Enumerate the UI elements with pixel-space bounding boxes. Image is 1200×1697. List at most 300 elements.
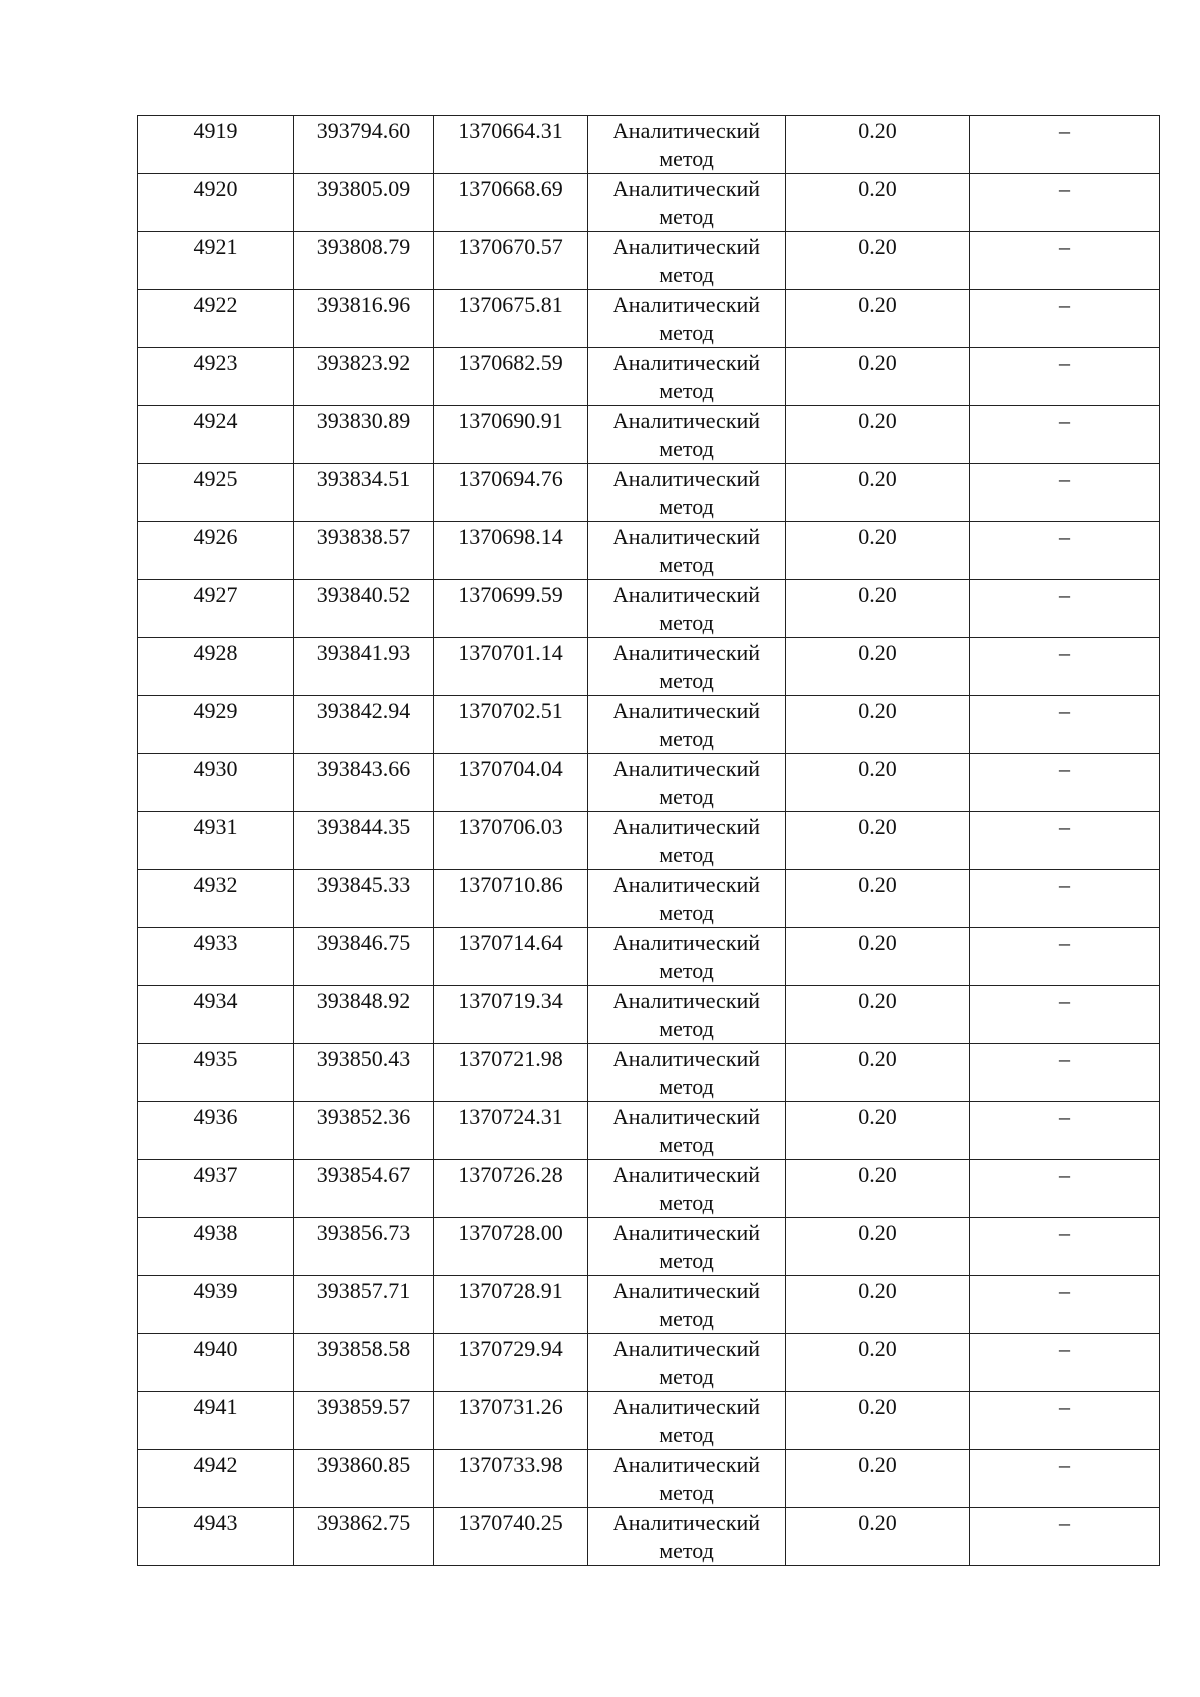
error-cell-text: 0.20 bbox=[858, 408, 897, 433]
table-row bbox=[138, 580, 1160, 638]
method-cell-text: Аналитический метод bbox=[612, 234, 761, 287]
note-cell-text: – bbox=[1059, 1510, 1070, 1535]
error-cell-text: 0.20 bbox=[858, 1278, 897, 1303]
y-coordinate-cell-text: 1370682.59 bbox=[458, 350, 563, 375]
x-coordinate-cell bbox=[294, 638, 434, 696]
y-coordinate-cell bbox=[434, 1392, 588, 1450]
note-cell bbox=[970, 696, 1160, 754]
y-coordinate-cell bbox=[434, 232, 588, 290]
method-cell-text: Аналитический метод bbox=[612, 350, 761, 403]
x-coordinate-cell-text: 393862.75 bbox=[316, 1510, 411, 1535]
error-cell bbox=[786, 1218, 970, 1276]
point-number-cell-text: 4940 bbox=[193, 1336, 238, 1361]
point-number-cell bbox=[138, 870, 294, 928]
x-coordinate-cell-text: 393830.89 bbox=[316, 408, 411, 433]
x-coordinate-cell bbox=[294, 1044, 434, 1102]
table-row bbox=[138, 1044, 1160, 1102]
x-coordinate-cell-text: 393858.58 bbox=[316, 1336, 411, 1361]
note-cell-text: – bbox=[1059, 930, 1070, 955]
y-coordinate-cell-text: 1370728.91 bbox=[458, 1278, 563, 1303]
method-cell bbox=[588, 754, 786, 812]
y-coordinate-cell bbox=[434, 870, 588, 928]
point-number-cell-text: 4922 bbox=[193, 292, 238, 317]
point-number-cell bbox=[138, 1450, 294, 1508]
error-cell-text: 0.20 bbox=[858, 1394, 897, 1419]
x-coordinate-cell-text: 393852.36 bbox=[316, 1104, 411, 1129]
point-number-cell bbox=[138, 638, 294, 696]
error-cell bbox=[786, 870, 970, 928]
point-number-cell bbox=[138, 1218, 294, 1276]
y-coordinate-cell-text: 1370706.03 bbox=[458, 814, 563, 839]
y-coordinate-cell-text: 1370733.98 bbox=[458, 1452, 563, 1477]
point-number-cell bbox=[138, 464, 294, 522]
point-number-cell bbox=[138, 986, 294, 1044]
method-cell bbox=[588, 1102, 786, 1160]
note-cell bbox=[970, 928, 1160, 986]
method-cell bbox=[588, 812, 786, 870]
point-number-cell bbox=[138, 348, 294, 406]
note-cell bbox=[970, 1276, 1160, 1334]
method-cell bbox=[588, 1450, 786, 1508]
note-cell bbox=[970, 406, 1160, 464]
x-coordinate-cell-text: 393856.73 bbox=[316, 1220, 411, 1245]
note-cell-text: – bbox=[1059, 1278, 1070, 1303]
point-number-cell-text: 4919 bbox=[193, 118, 238, 143]
error-cell-text: 0.20 bbox=[858, 872, 897, 897]
x-coordinate-cell bbox=[294, 290, 434, 348]
method-cell-text: Аналитический метод bbox=[612, 1394, 761, 1447]
error-cell-text: 0.20 bbox=[858, 1220, 897, 1245]
point-number-cell-text: 4929 bbox=[193, 698, 238, 723]
x-coordinate-cell-text: 393840.52 bbox=[316, 582, 411, 607]
y-coordinate-cell bbox=[434, 1508, 588, 1566]
note-cell bbox=[970, 1392, 1160, 1450]
y-coordinate-cell bbox=[434, 464, 588, 522]
note-cell-text: – bbox=[1059, 1336, 1070, 1361]
point-number-cell-text: 4932 bbox=[193, 872, 238, 897]
point-number-cell bbox=[138, 406, 294, 464]
point-number-cell bbox=[138, 1334, 294, 1392]
point-number-cell bbox=[138, 290, 294, 348]
method-cell bbox=[588, 1276, 786, 1334]
method-cell-text: Аналитический метод bbox=[612, 292, 761, 345]
table-row bbox=[138, 1392, 1160, 1450]
y-coordinate-cell-text: 1370704.04 bbox=[458, 756, 563, 781]
y-coordinate-cell-text: 1370719.34 bbox=[458, 988, 563, 1013]
error-cell bbox=[786, 1276, 970, 1334]
method-cell bbox=[588, 464, 786, 522]
point-number-cell-text: 4930 bbox=[193, 756, 238, 781]
x-coordinate-cell bbox=[294, 1508, 434, 1566]
note-cell bbox=[970, 116, 1160, 174]
note-cell-text: – bbox=[1059, 698, 1070, 723]
y-coordinate-cell-text: 1370726.28 bbox=[458, 1162, 563, 1187]
note-cell-text: – bbox=[1059, 1452, 1070, 1477]
table-row bbox=[138, 638, 1160, 696]
error-cell bbox=[786, 986, 970, 1044]
y-coordinate-cell bbox=[434, 1044, 588, 1102]
point-number-cell-text: 4927 bbox=[193, 582, 238, 607]
point-number-cell bbox=[138, 754, 294, 812]
x-coordinate-cell bbox=[294, 1276, 434, 1334]
table-row bbox=[138, 1276, 1160, 1334]
method-cell bbox=[588, 348, 786, 406]
x-coordinate-cell-text: 393805.09 bbox=[316, 176, 411, 201]
note-cell-text: – bbox=[1059, 524, 1070, 549]
table-row bbox=[138, 290, 1160, 348]
point-number-cell-text: 4936 bbox=[193, 1104, 238, 1129]
error-cell-text: 0.20 bbox=[858, 466, 897, 491]
point-number-cell bbox=[138, 1102, 294, 1160]
error-cell bbox=[786, 116, 970, 174]
y-coordinate-cell-text: 1370702.51 bbox=[458, 698, 563, 723]
note-cell-text: – bbox=[1059, 872, 1070, 897]
error-cell-text: 0.20 bbox=[858, 988, 897, 1013]
error-cell bbox=[786, 348, 970, 406]
point-number-cell-text: 4926 bbox=[193, 524, 238, 549]
method-cell-text: Аналитический метод bbox=[612, 118, 761, 171]
coordinates-table bbox=[137, 115, 1160, 1566]
x-coordinate-cell-text: 393845.33 bbox=[316, 872, 411, 897]
y-coordinate-cell-text: 1370694.76 bbox=[458, 466, 563, 491]
y-coordinate-cell-text: 1370699.59 bbox=[458, 582, 563, 607]
point-number-cell bbox=[138, 1276, 294, 1334]
table-row bbox=[138, 1334, 1160, 1392]
y-coordinate-cell bbox=[434, 1160, 588, 1218]
table-row bbox=[138, 928, 1160, 986]
point-number-cell-text: 4920 bbox=[193, 176, 238, 201]
table-row bbox=[138, 232, 1160, 290]
error-cell bbox=[786, 928, 970, 986]
note-cell-text: – bbox=[1059, 640, 1070, 665]
table-row bbox=[138, 1508, 1160, 1566]
error-cell bbox=[786, 232, 970, 290]
y-coordinate-cell-text: 1370675.81 bbox=[458, 292, 563, 317]
error-cell bbox=[786, 1450, 970, 1508]
note-cell bbox=[970, 580, 1160, 638]
point-number-cell-text: 4925 bbox=[193, 466, 238, 491]
error-cell bbox=[786, 1160, 970, 1218]
error-cell-text: 0.20 bbox=[858, 118, 897, 143]
error-cell-text: 0.20 bbox=[858, 1336, 897, 1361]
y-coordinate-cell-text: 1370701.14 bbox=[458, 640, 563, 665]
error-cell bbox=[786, 522, 970, 580]
table-body bbox=[138, 116, 1160, 1566]
note-cell bbox=[970, 1102, 1160, 1160]
method-cell bbox=[588, 870, 786, 928]
point-number-cell-text: 4939 bbox=[193, 1278, 238, 1303]
note-cell bbox=[970, 1218, 1160, 1276]
point-number-cell bbox=[138, 522, 294, 580]
method-cell-text: Аналитический метод bbox=[612, 524, 761, 577]
x-coordinate-cell bbox=[294, 174, 434, 232]
point-number-cell-text: 4931 bbox=[193, 814, 238, 839]
x-coordinate-cell bbox=[294, 406, 434, 464]
y-coordinate-cell-text: 1370668.69 bbox=[458, 176, 563, 201]
note-cell bbox=[970, 1334, 1160, 1392]
method-cell bbox=[588, 290, 786, 348]
point-number-cell-text: 4923 bbox=[193, 350, 238, 375]
note-cell-text: – bbox=[1059, 1162, 1070, 1187]
error-cell-text: 0.20 bbox=[858, 524, 897, 549]
point-number-cell-text: 4937 bbox=[193, 1162, 238, 1187]
y-coordinate-cell-text: 1370698.14 bbox=[458, 524, 563, 549]
error-cell bbox=[786, 812, 970, 870]
error-cell-text: 0.20 bbox=[858, 582, 897, 607]
method-cell bbox=[588, 406, 786, 464]
y-coordinate-cell-text: 1370714.64 bbox=[458, 930, 563, 955]
note-cell bbox=[970, 1044, 1160, 1102]
point-number-cell bbox=[138, 928, 294, 986]
method-cell-text: Аналитический метод bbox=[612, 756, 761, 809]
x-coordinate-cell-text: 393848.92 bbox=[316, 988, 411, 1013]
y-coordinate-cell bbox=[434, 696, 588, 754]
x-coordinate-cell-text: 393816.96 bbox=[316, 292, 411, 317]
y-coordinate-cell bbox=[434, 812, 588, 870]
method-cell-text: Аналитический метод bbox=[612, 1104, 761, 1157]
y-coordinate-cell-text: 1370729.94 bbox=[458, 1336, 563, 1361]
x-coordinate-cell bbox=[294, 696, 434, 754]
error-cell bbox=[786, 754, 970, 812]
x-coordinate-cell bbox=[294, 1392, 434, 1450]
note-cell-text: – bbox=[1059, 988, 1070, 1013]
note-cell-text: – bbox=[1059, 408, 1070, 433]
point-number-cell-text: 4924 bbox=[193, 408, 238, 433]
error-cell-text: 0.20 bbox=[858, 1162, 897, 1187]
error-cell-text: 0.20 bbox=[858, 1452, 897, 1477]
note-cell bbox=[970, 464, 1160, 522]
error-cell-text: 0.20 bbox=[858, 1104, 897, 1129]
x-coordinate-cell bbox=[294, 986, 434, 1044]
x-coordinate-cell-text: 393808.79 bbox=[316, 234, 411, 259]
x-coordinate-cell bbox=[294, 464, 434, 522]
method-cell-text: Аналитический метод bbox=[612, 466, 761, 519]
error-cell bbox=[786, 696, 970, 754]
x-coordinate-cell bbox=[294, 870, 434, 928]
y-coordinate-cell-text: 1370670.57 bbox=[458, 234, 563, 259]
note-cell-text: – bbox=[1059, 466, 1070, 491]
note-cell-text: – bbox=[1059, 582, 1070, 607]
x-coordinate-cell-text: 393844.35 bbox=[316, 814, 411, 839]
error-cell-text: 0.20 bbox=[858, 1046, 897, 1071]
point-number-cell-text: 4938 bbox=[193, 1220, 238, 1245]
y-coordinate-cell bbox=[434, 1276, 588, 1334]
y-coordinate-cell-text: 1370731.26 bbox=[458, 1394, 563, 1419]
error-cell bbox=[786, 1508, 970, 1566]
x-coordinate-cell bbox=[294, 1450, 434, 1508]
note-cell-text: – bbox=[1059, 234, 1070, 259]
method-cell-text: Аналитический метод bbox=[612, 1046, 761, 1099]
point-number-cell-text: 4935 bbox=[193, 1046, 238, 1071]
method-cell bbox=[588, 986, 786, 1044]
y-coordinate-cell bbox=[434, 986, 588, 1044]
note-cell bbox=[970, 812, 1160, 870]
y-coordinate-cell-text: 1370710.86 bbox=[458, 872, 563, 897]
method-cell-text: Аналитический метод bbox=[612, 1162, 761, 1215]
table-row bbox=[138, 116, 1160, 174]
x-coordinate-cell bbox=[294, 754, 434, 812]
x-coordinate-cell-text: 393859.57 bbox=[316, 1394, 411, 1419]
note-cell-text: – bbox=[1059, 176, 1070, 201]
method-cell-text: Аналитический метод bbox=[612, 1336, 761, 1389]
point-number-cell-text: 4941 bbox=[193, 1394, 238, 1419]
method-cell bbox=[588, 1508, 786, 1566]
x-coordinate-cell-text: 393860.85 bbox=[316, 1452, 411, 1477]
point-number-cell-text: 4942 bbox=[193, 1452, 238, 1477]
y-coordinate-cell bbox=[434, 1450, 588, 1508]
y-coordinate-cell bbox=[434, 1218, 588, 1276]
y-coordinate-cell bbox=[434, 580, 588, 638]
point-number-cell bbox=[138, 1508, 294, 1566]
y-coordinate-cell-text: 1370721.98 bbox=[458, 1046, 563, 1071]
x-coordinate-cell bbox=[294, 1334, 434, 1392]
y-coordinate-cell bbox=[434, 290, 588, 348]
point-number-cell-text: 4933 bbox=[193, 930, 238, 955]
x-coordinate-cell-text: 393794.60 bbox=[316, 118, 411, 143]
method-cell bbox=[588, 1218, 786, 1276]
note-cell-text: – bbox=[1059, 292, 1070, 317]
error-cell bbox=[786, 1044, 970, 1102]
x-coordinate-cell bbox=[294, 928, 434, 986]
point-number-cell-text: 4928 bbox=[193, 640, 238, 665]
x-coordinate-cell-text: 393850.43 bbox=[316, 1046, 411, 1071]
table-row bbox=[138, 986, 1160, 1044]
method-cell-text: Аналитический метод bbox=[612, 698, 761, 751]
table-row bbox=[138, 1160, 1160, 1218]
y-coordinate-cell bbox=[434, 116, 588, 174]
method-cell bbox=[588, 1044, 786, 1102]
x-coordinate-cell bbox=[294, 1160, 434, 1218]
method-cell-text: Аналитический метод bbox=[612, 872, 761, 925]
error-cell-text: 0.20 bbox=[858, 814, 897, 839]
error-cell bbox=[786, 406, 970, 464]
method-cell-text: Аналитический метод bbox=[612, 930, 761, 983]
method-cell bbox=[588, 522, 786, 580]
method-cell-text: Аналитический метод bbox=[612, 1220, 761, 1273]
table-row bbox=[138, 1218, 1160, 1276]
method-cell bbox=[588, 174, 786, 232]
point-number-cell bbox=[138, 812, 294, 870]
method-cell bbox=[588, 116, 786, 174]
x-coordinate-cell bbox=[294, 1102, 434, 1160]
x-coordinate-cell bbox=[294, 232, 434, 290]
error-cell bbox=[786, 1392, 970, 1450]
error-cell-text: 0.20 bbox=[858, 350, 897, 375]
error-cell-text: 0.20 bbox=[858, 292, 897, 317]
x-coordinate-cell bbox=[294, 522, 434, 580]
table-row bbox=[138, 754, 1160, 812]
table-row bbox=[138, 174, 1160, 232]
error-cell-text: 0.20 bbox=[858, 1510, 897, 1535]
method-cell-text: Аналитический метод bbox=[612, 1510, 761, 1563]
method-cell bbox=[588, 638, 786, 696]
point-number-cell-text: 4934 bbox=[193, 988, 238, 1013]
y-coordinate-cell-text: 1370724.31 bbox=[458, 1104, 563, 1129]
table-row bbox=[138, 348, 1160, 406]
method-cell-text: Аналитический метод bbox=[612, 176, 761, 229]
method-cell-text: Аналитический метод bbox=[612, 582, 761, 635]
error-cell bbox=[786, 290, 970, 348]
method-cell-text: Аналитический метод bbox=[612, 814, 761, 867]
x-coordinate-cell-text: 393823.92 bbox=[316, 350, 411, 375]
point-number-cell-text: 4943 bbox=[193, 1510, 238, 1535]
y-coordinate-cell bbox=[434, 1334, 588, 1392]
table-row bbox=[138, 1102, 1160, 1160]
x-coordinate-cell-text: 393838.57 bbox=[316, 524, 411, 549]
note-cell-text: – bbox=[1059, 1046, 1070, 1071]
x-coordinate-cell-text: 393843.66 bbox=[316, 756, 411, 781]
y-coordinate-cell bbox=[434, 1102, 588, 1160]
y-coordinate-cell bbox=[434, 406, 588, 464]
error-cell bbox=[786, 174, 970, 232]
point-number-cell bbox=[138, 1392, 294, 1450]
error-cell bbox=[786, 580, 970, 638]
method-cell bbox=[588, 232, 786, 290]
method-cell-text: Аналитический метод bbox=[612, 1452, 761, 1505]
note-cell bbox=[970, 1160, 1160, 1218]
point-number-cell-text: 4921 bbox=[193, 234, 238, 259]
error-cell-text: 0.20 bbox=[858, 234, 897, 259]
point-number-cell bbox=[138, 232, 294, 290]
table-row bbox=[138, 406, 1160, 464]
note-cell-text: – bbox=[1059, 350, 1070, 375]
y-coordinate-cell bbox=[434, 754, 588, 812]
y-coordinate-cell bbox=[434, 928, 588, 986]
y-coordinate-cell bbox=[434, 638, 588, 696]
table-row bbox=[138, 522, 1160, 580]
x-coordinate-cell-text: 393854.67 bbox=[316, 1162, 411, 1187]
table-row bbox=[138, 464, 1160, 522]
x-coordinate-cell bbox=[294, 580, 434, 638]
error-cell-text: 0.20 bbox=[858, 176, 897, 201]
table-row bbox=[138, 870, 1160, 928]
method-cell-text: Аналитический метод bbox=[612, 1278, 761, 1331]
note-cell-text: – bbox=[1059, 118, 1070, 143]
note-cell bbox=[970, 232, 1160, 290]
method-cell bbox=[588, 1392, 786, 1450]
error-cell-text: 0.20 bbox=[858, 930, 897, 955]
note-cell-text: – bbox=[1059, 1220, 1070, 1245]
note-cell bbox=[970, 638, 1160, 696]
note-cell bbox=[970, 870, 1160, 928]
note-cell bbox=[970, 348, 1160, 406]
note-cell-text: – bbox=[1059, 1104, 1070, 1129]
y-coordinate-cell bbox=[434, 174, 588, 232]
error-cell-text: 0.20 bbox=[858, 756, 897, 781]
x-coordinate-cell-text: 393834.51 bbox=[316, 466, 411, 491]
note-cell-text: – bbox=[1059, 756, 1070, 781]
y-coordinate-cell-text: 1370664.31 bbox=[458, 118, 563, 143]
note-cell bbox=[970, 1508, 1160, 1566]
point-number-cell bbox=[138, 1160, 294, 1218]
point-number-cell bbox=[138, 116, 294, 174]
method-cell-text: Аналитический метод bbox=[612, 988, 761, 1041]
y-coordinate-cell-text: 1370690.91 bbox=[458, 408, 563, 433]
y-coordinate-cell-text: 1370728.00 bbox=[458, 1220, 563, 1245]
point-number-cell bbox=[138, 1044, 294, 1102]
method-cell-text: Аналитический метод bbox=[612, 408, 761, 461]
x-coordinate-cell-text: 393841.93 bbox=[316, 640, 411, 665]
method-cell bbox=[588, 1334, 786, 1392]
note-cell bbox=[970, 522, 1160, 580]
point-number-cell bbox=[138, 174, 294, 232]
y-coordinate-cell-text: 1370740.25 bbox=[458, 1510, 563, 1535]
y-coordinate-cell bbox=[434, 522, 588, 580]
note-cell bbox=[970, 754, 1160, 812]
error-cell bbox=[786, 464, 970, 522]
point-number-cell bbox=[138, 580, 294, 638]
x-coordinate-cell bbox=[294, 812, 434, 870]
